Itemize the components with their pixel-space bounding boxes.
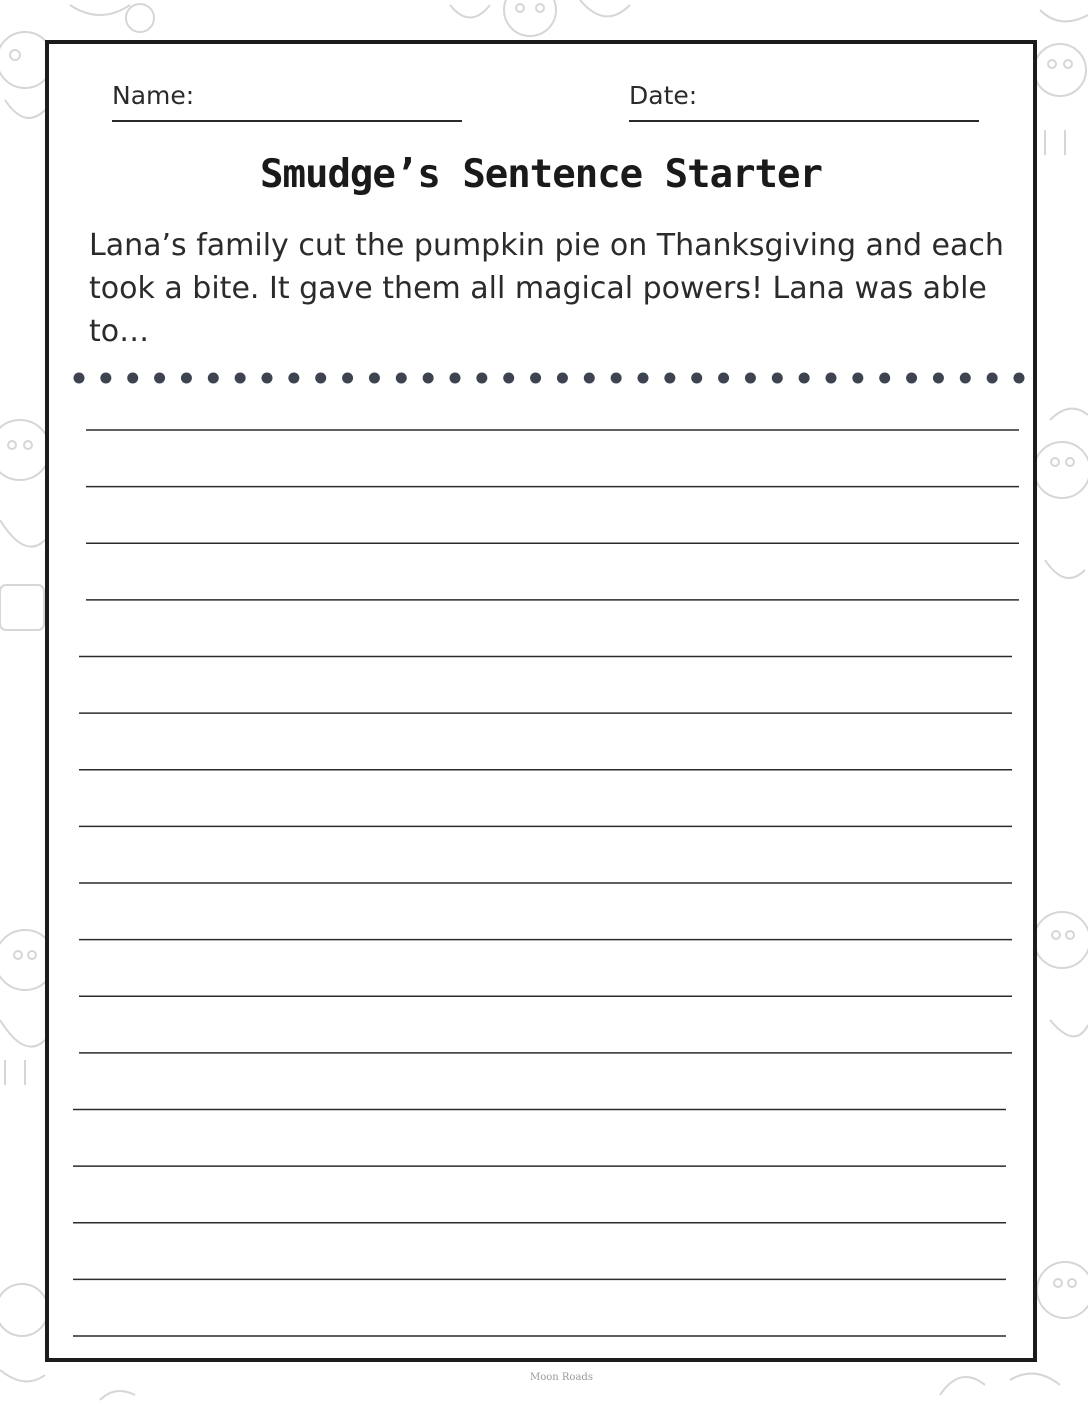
sentence-starter-prompt: Lana’s family cut the pumpkin pie on Thanksgiving and each took a bite. It gave them all magical powers! Lana was able to… [89,228,1004,349]
writing-lines-canvas[interactable] [49,44,1033,1358]
date-label: Date: [629,81,698,110]
worksheet-page [45,40,1037,1362]
logo-watermark: Moon Roads [530,1372,593,1383]
name-label: Name: [112,81,195,110]
page-title: Smudge’s Sentence Starter [260,152,822,197]
